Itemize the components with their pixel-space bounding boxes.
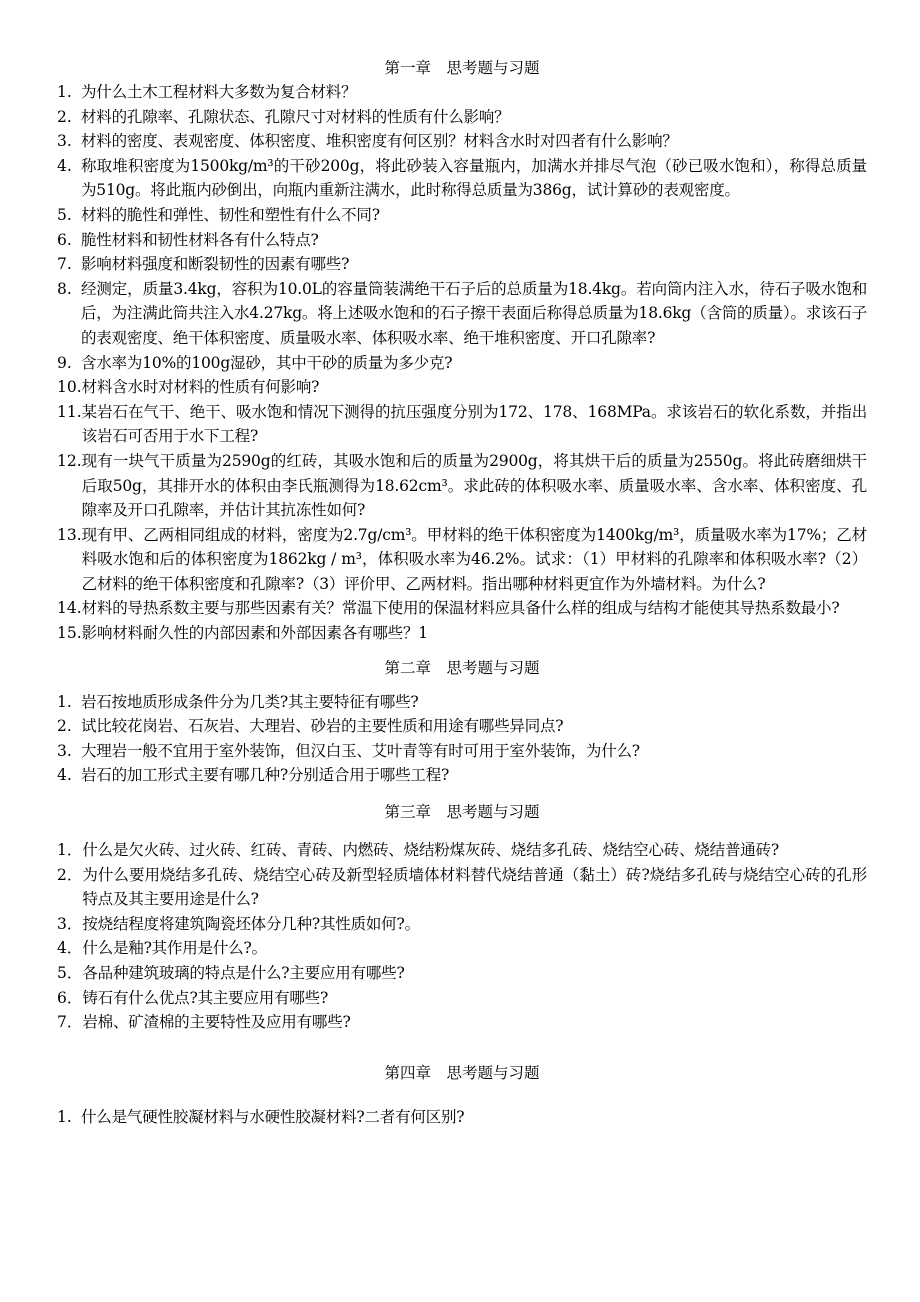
question-item	[57, 621, 867, 646]
question-number: 3.	[57, 741, 72, 760]
question-text: 材料的导热系数主要与那些因素有关？常温下使用的保温材料应具备什么样的组成与结构才能使其导热系数最小?	[81, 599, 840, 618]
question-number: 4.	[57, 766, 72, 785]
question-item	[57, 1105, 867, 1130]
question-number: 7．	[57, 1013, 83, 1032]
question-number: 10.	[57, 378, 82, 397]
chapter-section	[57, 1061, 867, 1130]
question-text: 某岩石在气干、绝干、吸水饱和情况下测得的抗压强度分别为172、178、168MPa。求该岩石的软化系数，并指出该岩石可否用于水下工程?	[81, 402, 867, 446]
question-text: 试比较花岗岩、石灰岩、大理岩、砂岩的主要性质和用途有哪些异同点?	[81, 717, 564, 736]
question-list	[57, 80, 867, 646]
question-number: 15.	[57, 624, 82, 643]
question-text: 什么是欠火砖、过火砖、红砖、青砖、内燃砖、烧结粉煤灰砖、烧结多孔砖、烧结空心砖、烧结普通砖?	[82, 841, 779, 860]
question-text: 经测定，质量3.4kg，容积为10.0L的容量筒装满绝干石子后的总质量为18.4kg。若向筒内注入水，待石子吸水饱和后，为注满此筒共注入水4.27kg。将上述吸水饱和的石子擦干表面后称得总质量为18.6kg（含筒的质量）。求该石子的表观密度、绝干体积密度、质量吸水率、体积吸水率、绝干堆积密度、开口孔隙率?	[81, 279, 868, 347]
chapter-section	[57, 800, 867, 1035]
question-text: 为什么要用烧结多孔砖、烧结空心砖及新型轻质墙体材料替代烧结普通（黏土）砖?烧结多孔砖与烧结空心砖的孔形特点及其主要用途是什么?	[82, 865, 867, 909]
question-text: 按烧结程度将建筑陶瓷坯体分几种?其性质如何?。	[82, 914, 420, 933]
question-number: 8.	[57, 279, 72, 298]
question-number: 13.	[57, 525, 82, 544]
question-text: 脆性材料和韧性材料各有什么特点?	[81, 230, 319, 249]
question-text: 影响材料耐久性的内部因素和外部因素各有哪些？1	[81, 624, 428, 643]
question-item	[57, 714, 867, 739]
question-item	[57, 228, 867, 253]
question-number: 14.	[57, 599, 82, 618]
question-item	[57, 863, 867, 912]
question-text: 岩棉、矿渣棉的主要特性及应用有哪些?	[82, 1013, 351, 1032]
question-text: 现有甲、乙两相同组成的材料，密度为2.7g/cm³。甲材料的绝干体积密度为1400kg/m³，质量吸水率为17%；乙材料吸水饱和后的体积密度为1862kg / m³，体积吸水率为46.2%。试求：（1）甲材料的孔隙率和体积吸水率?（2）乙材料的绝干体积密度和孔隙率?（3）评价甲、乙两材料。指出哪种材料更宜作为外墙材料。为什么?	[81, 525, 867, 593]
question-item	[57, 154, 867, 203]
question-list	[57, 838, 867, 1035]
question-item	[57, 690, 867, 715]
chapter-section	[57, 656, 867, 788]
question-text: 材料的脆性和弹性、韧性和塑性有什么不同?	[81, 205, 380, 224]
question-number: 2．	[57, 865, 83, 884]
question-text: 材料的孔隙率、孔隙状态、孔隙尺寸对材料的性质有什么影响？	[81, 107, 510, 126]
question-number: 6．	[57, 988, 83, 1007]
question-number: 1.	[57, 1107, 72, 1126]
question-item	[57, 596, 867, 621]
question-text: 什么是气硬性胶凝材料与水硬性胶凝材料?二者有何区别?	[81, 1107, 465, 1126]
question-text: 岩石按地质形成条件分为几类?其主要特征有哪些?	[81, 692, 419, 711]
question-number: 5．	[57, 964, 83, 982]
question-item	[57, 105, 867, 130]
question-text: 含水率为10%的100g湿砂，其中干砂的质量为多少克?	[81, 353, 453, 372]
chapter-title: 第二章 思考题与习题	[384, 658, 540, 677]
question-number: 7.	[57, 255, 72, 274]
question-text: 各品种建筑玻璃的特点是什么?主要应用有哪些?	[82, 964, 405, 982]
question-text: 材料的密度、表观密度、体积密度、堆积密度有何区别？材料含水时对四者有什么影响？	[81, 132, 678, 151]
question-item	[57, 375, 867, 400]
question-item	[57, 838, 867, 863]
question-item	[57, 1010, 867, 1035]
document-page	[57, 56, 867, 1129]
question-number: 2.	[57, 107, 72, 126]
question-text: 大理岩一般不宜用于室外装饰，但汉白玉、艾叶青等有时可用于室外装饰，为什么?	[81, 741, 640, 760]
question-number: 6.	[57, 230, 72, 249]
question-item	[57, 400, 867, 449]
question-number: 12.	[57, 451, 82, 470]
question-number: 11.	[57, 402, 82, 421]
question-text: 为什么土木工程材料大多数为复合材料？	[81, 83, 357, 101]
question-item	[57, 351, 867, 376]
question-number: 1．	[57, 841, 83, 860]
question-item	[57, 912, 867, 937]
chapter-section	[57, 56, 867, 646]
question-number: 1.	[57, 83, 72, 101]
question-number: 3.	[57, 132, 72, 151]
question-item	[57, 986, 867, 1011]
question-text: 岩石的加工形式主要有哪几种?分别适合用于哪些工程?	[81, 766, 450, 785]
question-number: 2.	[57, 717, 72, 736]
question-number: 1.	[57, 692, 72, 711]
question-item	[57, 203, 867, 228]
question-text: 铸石有什么优点?其主要应用有哪些?	[82, 988, 329, 1007]
question-item	[57, 129, 867, 154]
question-item	[57, 961, 867, 986]
question-number: 9.	[57, 353, 72, 372]
question-item	[57, 80, 867, 105]
chapter-title: 第三章 思考题与习题	[384, 803, 540, 822]
question-number: 3．	[57, 914, 83, 933]
question-item	[57, 523, 867, 597]
question-text: 影响材料强度和断裂韧性的因素有哪些?	[81, 255, 350, 274]
question-text: 什么是釉?其作用是什么?。	[82, 939, 267, 958]
question-list	[57, 1105, 867, 1130]
chapter-title: 第四章 思考题与习题	[384, 1063, 540, 1082]
chapter-title: 第一章 思考题与习题	[384, 59, 540, 77]
question-number: 5.	[57, 205, 72, 224]
question-item	[57, 449, 867, 523]
question-item	[57, 739, 867, 764]
question-text: 称取堆积密度为1500kg/m³的干砂200g，将此砂装入容量瓶内，加满水并排尽气泡（砂已吸水饱和），称得总质量为510g。将此瓶内砂倒出，向瓶内重新注满水，此时称得总质量为386g，试计算砂的表观密度。	[81, 156, 867, 200]
question-text: 材料含水时对材料的性质有何影响?	[81, 378, 320, 397]
question-number: 4.	[57, 156, 72, 175]
question-number: 4．	[57, 939, 83, 958]
question-item	[57, 277, 867, 351]
question-text: 现有一块气干质量为2590g的红砖，其吸水饱和后的质量为2900g，将其烘干后的质量为2550g。将此砖磨细烘干后取50g，其排开水的体积由李氏瓶测得为18.62cm³。求此砖的体积吸水率、质量吸水率、含水率、体积密度、孔隙率及开口孔隙率，并估计其抗冻性如何?	[81, 451, 867, 520]
question-item	[57, 763, 867, 788]
question-item	[57, 936, 867, 961]
question-list	[57, 690, 867, 788]
question-item	[57, 252, 867, 277]
